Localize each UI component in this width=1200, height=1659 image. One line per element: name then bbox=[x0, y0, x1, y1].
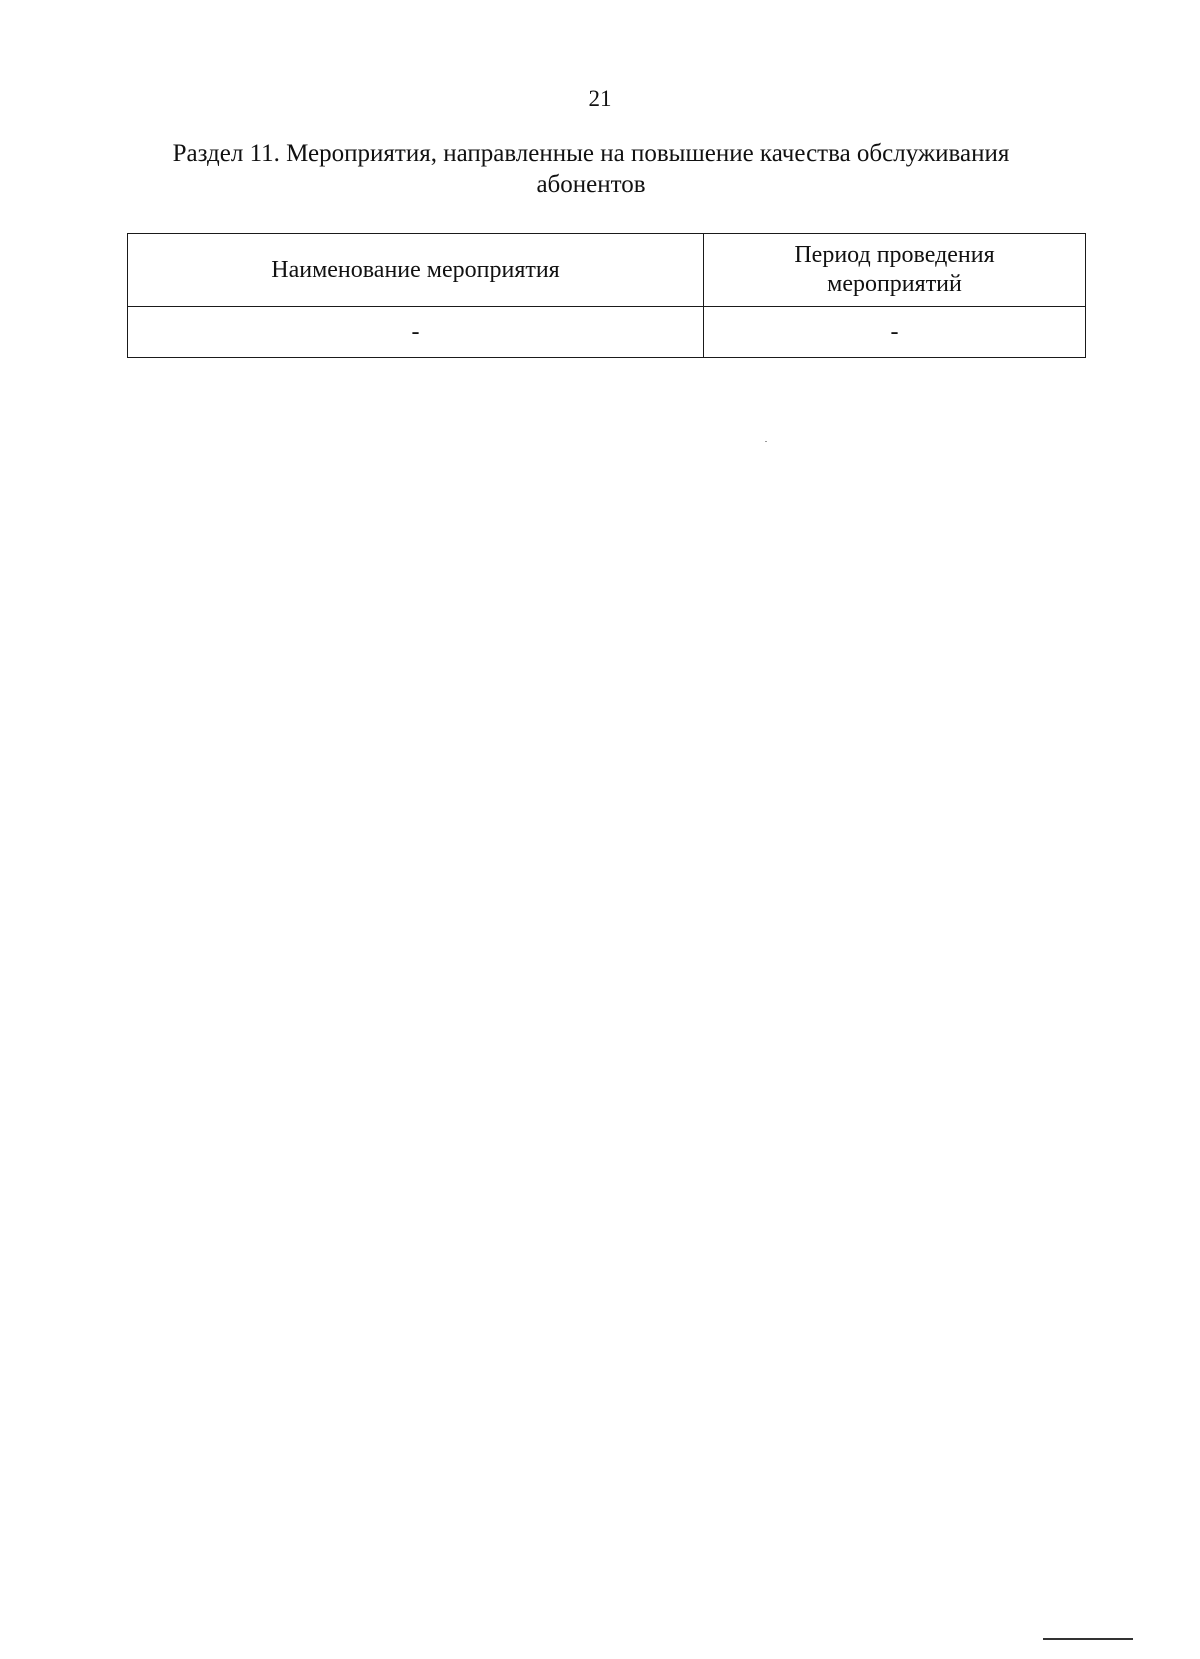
cell-event-name: - bbox=[128, 307, 704, 358]
section-title bbox=[110, 138, 1072, 200]
table-header-row bbox=[128, 234, 1086, 307]
events-table bbox=[127, 233, 1086, 358]
table-row bbox=[128, 307, 1086, 358]
section-title-line-1: Раздел 11. Мероприятия, направленные на повышение качества обслуживания bbox=[172, 140, 1010, 167]
header-event-period-line-2: мероприятий bbox=[827, 271, 962, 297]
scan-speck bbox=[765, 441, 767, 442]
section-title-line-2: абонентов bbox=[536, 171, 646, 198]
header-event-period-line-1: Период проведения bbox=[794, 242, 995, 268]
header-event-name: Наименование мероприятия bbox=[128, 234, 704, 307]
scan-mark-line bbox=[1043, 1638, 1133, 1640]
page-number: 21 bbox=[588, 86, 612, 111]
cell-event-period: - bbox=[704, 307, 1086, 358]
header-event-period bbox=[704, 234, 1086, 307]
